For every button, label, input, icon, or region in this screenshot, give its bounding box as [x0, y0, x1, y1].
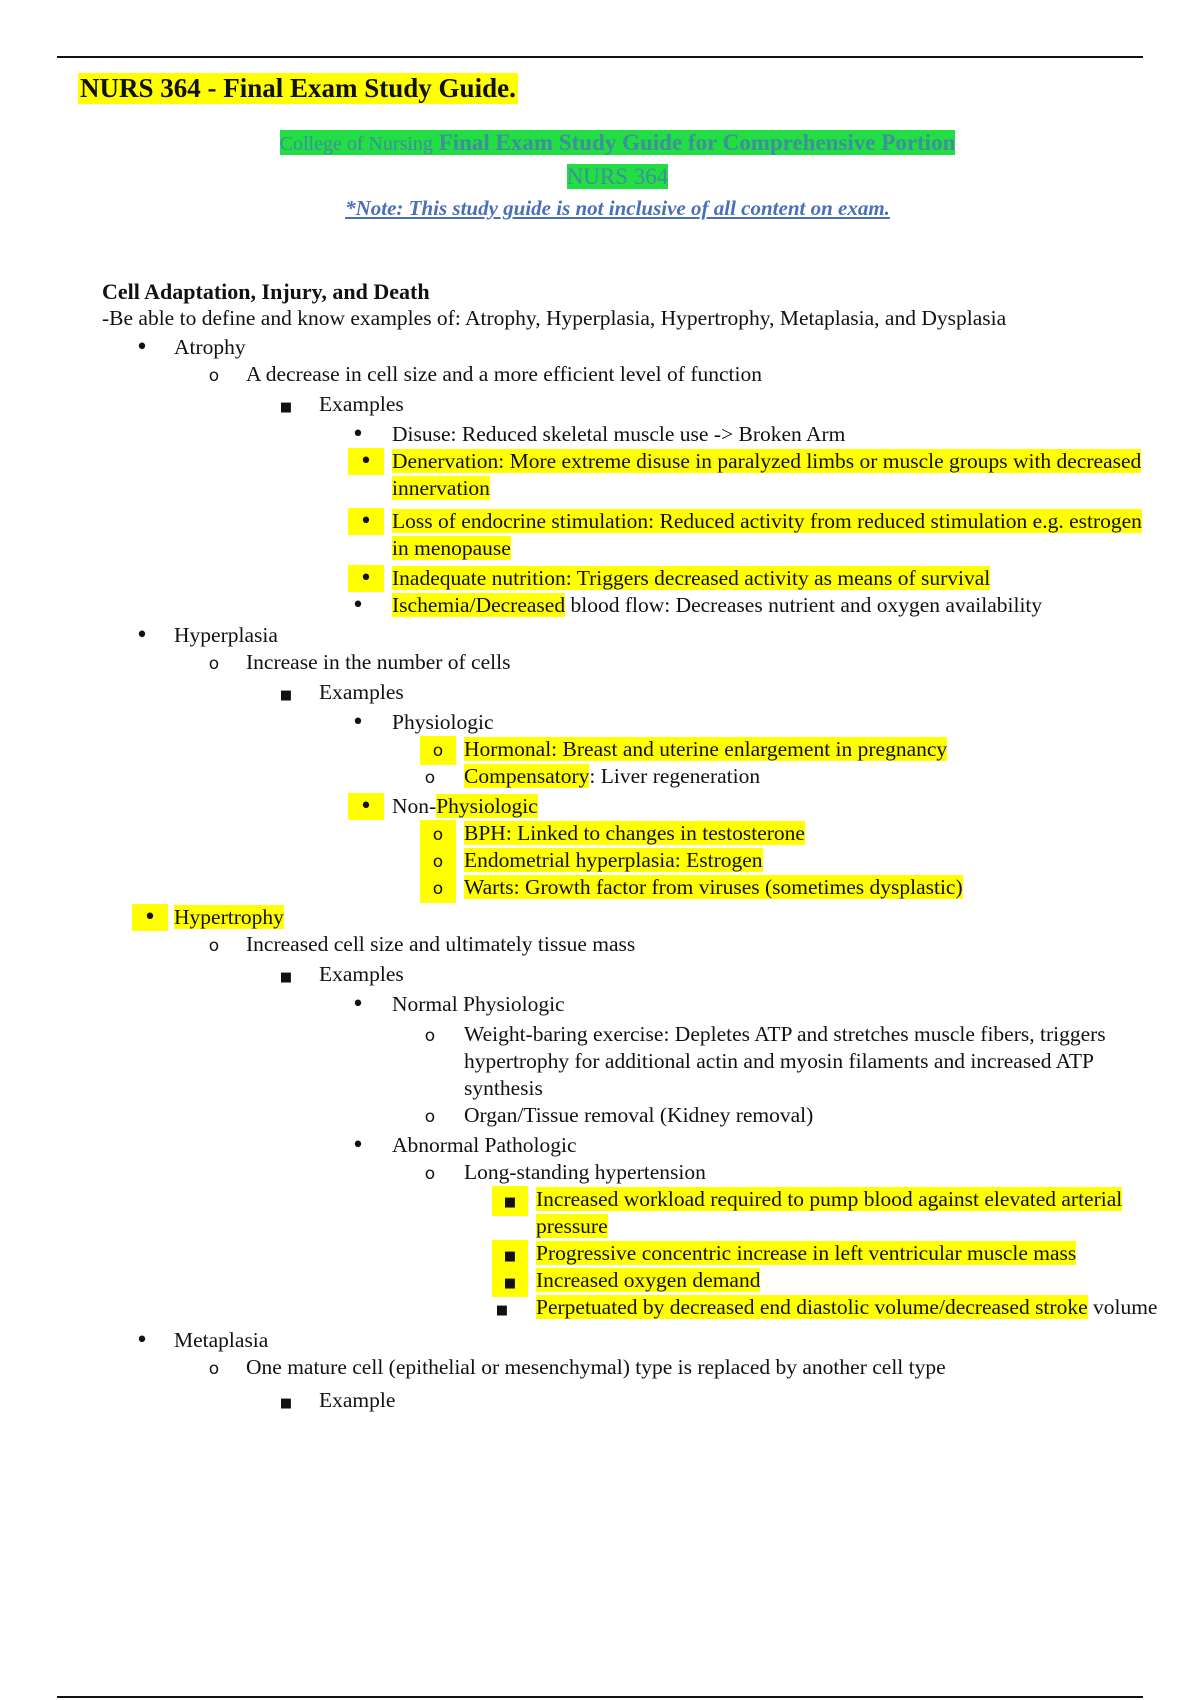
metaplasia-definition: One mature cell (epithelial or mesenchymal) type is replaced by another cell type [246, 1355, 946, 1379]
bullet-icon [348, 793, 384, 820]
hypertrophy-exercise: Weight-baring exercise: Depletes ATP and stretches muscle fibers, triggers hypertrophy for additional actin and myosin filaments and increased ATP synthesis [464, 1022, 1106, 1100]
topic-list [102, 334, 1162, 1414]
bullet-icon [348, 448, 384, 475]
document-title: NURS 364 - Final Exam Study Guide. [80, 73, 516, 103]
hyperplasia-compensatory-rest: : Liver regeneration [589, 764, 761, 788]
square-bullet-icon [276, 679, 296, 709]
metaplasia-example-label: Example [319, 1388, 396, 1412]
circle-bullet-icon [420, 874, 456, 903]
circle-bullet-icon [420, 1021, 440, 1050]
hypertrophy-perpetuated-rest: volume [1087, 1295, 1158, 1319]
atrophy-example-nutrition: Inadequate nutrition: Triggers decreased activity as means of survival [392, 566, 991, 590]
circle-bullet-icon [204, 1354, 224, 1383]
hyperplasia-hormonal: Hormonal: Breast and uterine enlargement in pregnancy [464, 737, 948, 761]
term-metaplasia: Metaplasia [174, 1328, 269, 1352]
hypertrophy-concentric: Progressive concentric increase in left ventricular muscle mass [536, 1241, 1077, 1265]
hyperplasia-bph: BPH: Linked to changes in testosterone [464, 821, 805, 845]
bullet-icon [132, 904, 168, 931]
square-bullet-icon [492, 1267, 528, 1297]
hypertrophy-perpetuated-highlight: Perpetuated by decreased end diastolic volume/decreased stroke [536, 1295, 1088, 1319]
square-bullet-icon [492, 1294, 512, 1324]
hyperplasia-examples-label: Examples [319, 680, 404, 704]
term-hypertrophy: Hypertrophy [174, 905, 284, 929]
hyperplasia-nonphys-b: Physiologic [436, 794, 538, 818]
list-item-hyperplasia [102, 622, 1162, 901]
course-line [0, 164, 1200, 190]
hyperplasia-nonphys-a: Non- [392, 794, 437, 818]
hypertrophy-hypertension: Long-standing hypertension [464, 1160, 706, 1184]
section-intro: -Be able to define and know examples of: Atrophy, Hyperplasia, Hypertrophy, Metaplasia, and Dysplasia [102, 306, 1007, 330]
bullet-icon [348, 565, 384, 592]
subtitle-line [0, 130, 1200, 156]
list-item-hypertrophy [102, 904, 1162, 1321]
square-bullet-icon [276, 961, 296, 991]
bullet-icon [348, 709, 368, 736]
hypertrophy-oxygen: Increased oxygen demand [536, 1268, 761, 1292]
bullet-icon [348, 508, 384, 535]
circle-bullet-icon [420, 736, 456, 765]
circle-bullet-icon [204, 649, 224, 678]
hypertrophy-organ-removal: Organ/Tissue removal (Kidney removal) [464, 1103, 814, 1127]
square-bullet-icon [276, 1387, 296, 1417]
bullet-icon [132, 622, 152, 649]
hyperplasia-compensatory-highlight: Compensatory [464, 764, 590, 788]
hyperplasia-definition: Increase in the number of cells [246, 650, 511, 674]
course-code: NURS 364 [566, 164, 669, 189]
hypertrophy-abnormal: Abnormal Pathologic [392, 1133, 577, 1157]
document-body [102, 278, 1162, 1414]
atrophy-example-denervation: Denervation: More extreme disuse in paralyzed limbs or muscle groups with decreased innervation [392, 449, 1142, 500]
circle-bullet-icon [420, 847, 456, 876]
circle-bullet-icon [420, 1102, 440, 1131]
term-hyperplasia: Hyperplasia [174, 623, 278, 647]
atrophy-example-disuse: Disuse: Reduced skeletal muscle use -> Broken Arm [392, 422, 846, 446]
bullet-icon [132, 1327, 152, 1354]
top-rule [57, 56, 1143, 58]
circle-bullet-icon [204, 361, 224, 390]
hyperplasia-warts: Warts: Growth factor from viruses (sometimes dysplastic) [464, 875, 963, 899]
list-item-atrophy [102, 334, 1162, 619]
square-bullet-icon [492, 1186, 528, 1216]
square-bullet-icon [276, 391, 296, 421]
hypertrophy-workload: Increased workload required to pump blood against elevated arterial pressure [536, 1187, 1123, 1238]
list-item-metaplasia [102, 1327, 1162, 1414]
bullet-icon [348, 421, 368, 448]
atrophy-ischemia-rest: blood flow: Decreases nutrient and oxygen availability [565, 593, 1043, 617]
bullet-icon [348, 1132, 368, 1159]
circle-bullet-icon [420, 1159, 440, 1188]
bullet-icon [132, 334, 152, 361]
bullet-icon [348, 991, 368, 1018]
note-text: *Note: This study guide is not inclusive of all content on exam. [345, 196, 890, 220]
bottom-rule [57, 1696, 1143, 1698]
bullet-icon [348, 592, 368, 619]
college-name: College of Nursing [279, 133, 433, 155]
atrophy-examples-label: Examples [319, 392, 404, 416]
subtitle-highlight [280, 130, 956, 155]
hypertrophy-definition: Increased cell size and ultimately tissue mass [246, 932, 636, 956]
subtitle-text: Final Exam Study Guide for Comprehensive Portion [438, 130, 956, 155]
square-bullet-icon [492, 1240, 528, 1270]
atrophy-example-endocrine: Loss of endocrine stimulation: Reduced activity from reduced stimulation e.g. estrogen in menopause [392, 509, 1142, 560]
term-atrophy: Atrophy [174, 335, 246, 359]
atrophy-definition: A decrease in cell size and a more efficient level of function [246, 362, 762, 386]
hyperplasia-physiologic: Physiologic [392, 710, 494, 734]
hypertrophy-normal: Normal Physiologic [392, 992, 565, 1016]
circle-bullet-icon [204, 931, 224, 960]
hypertrophy-examples-label: Examples [319, 962, 404, 986]
hyperplasia-endometrial: Endometrial hyperplasia: Estrogen [464, 848, 763, 872]
circle-bullet-icon [420, 820, 456, 849]
atrophy-ischemia-highlight: Ischemia/Decreased [392, 593, 566, 617]
section-title: Cell Adaptation, Injury, and Death [102, 279, 430, 304]
note-line [0, 196, 1200, 221]
circle-bullet-icon [420, 763, 440, 792]
